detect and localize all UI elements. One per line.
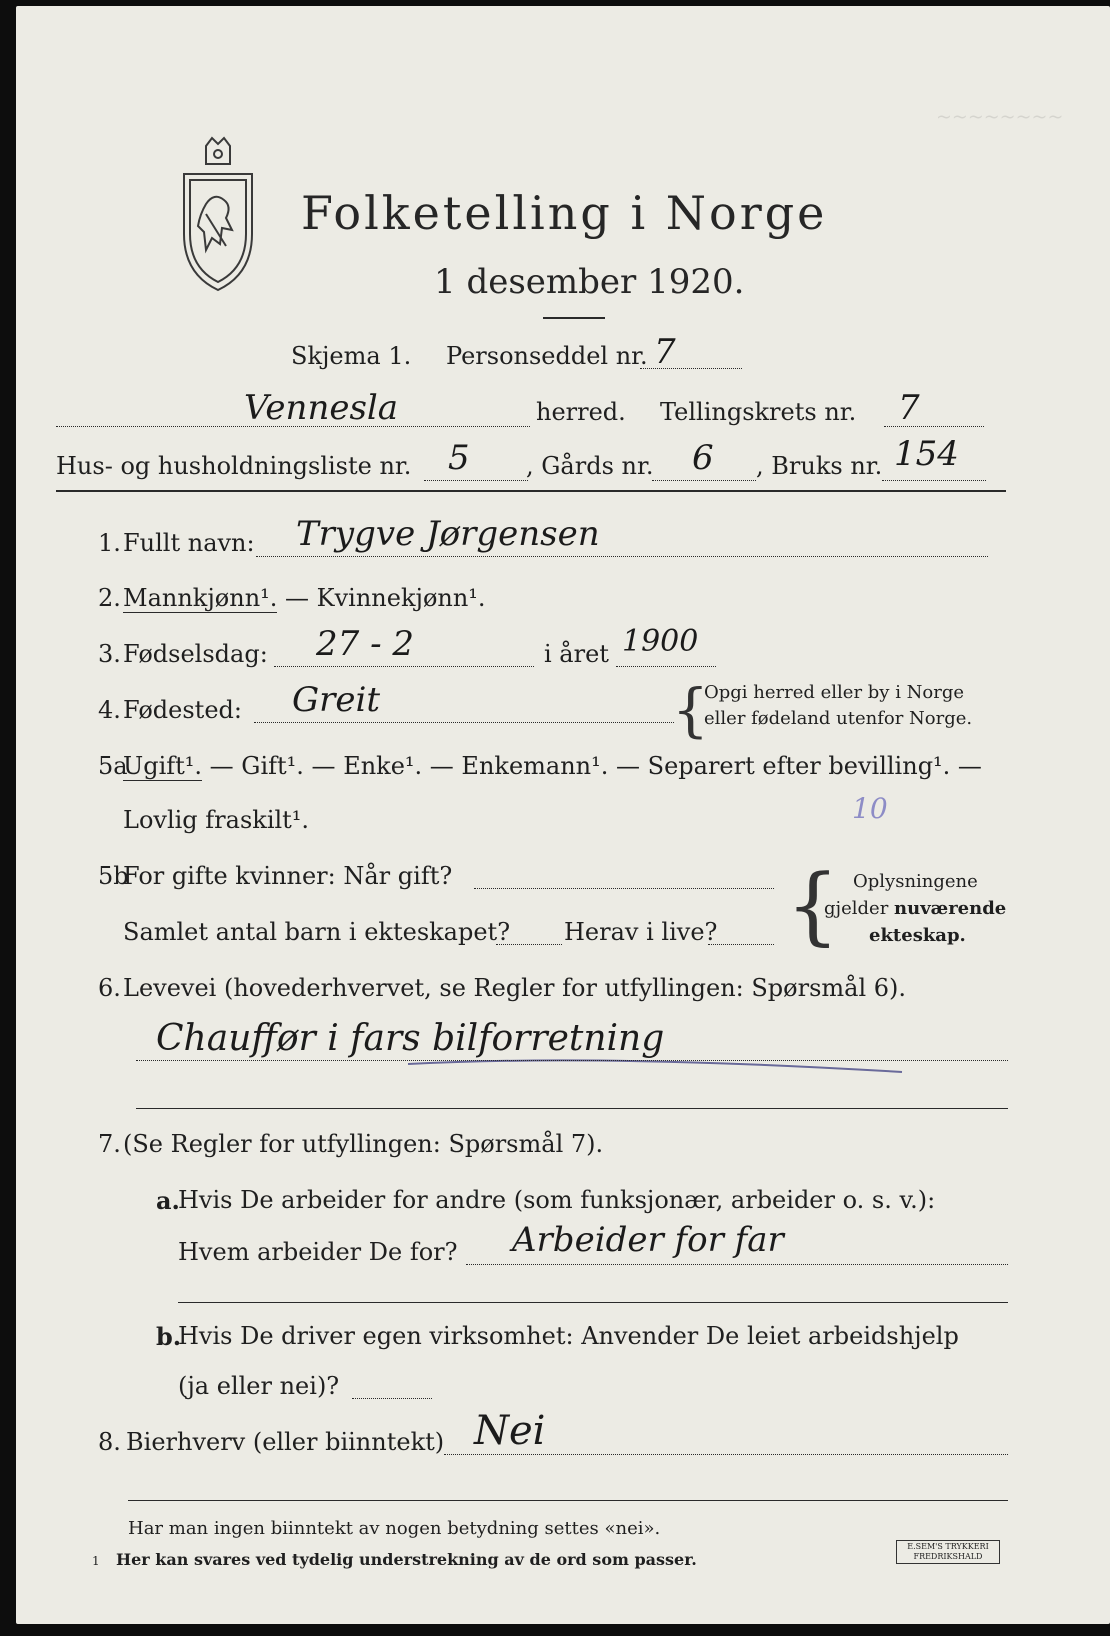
q4-value: Greit [292, 680, 381, 720]
gards-label: , Gårds nr. [526, 452, 654, 480]
gards-value: 6 [692, 438, 714, 478]
form-title: Folketelling i Norge [301, 186, 828, 240]
personseddel-value: 7 [654, 332, 676, 372]
q3-year-line [616, 666, 716, 667]
coat-of-arms-icon [176, 134, 260, 294]
bleed-through: ~~~~~~~~ [936, 106, 1064, 128]
q5b-alive-field [708, 944, 774, 945]
q2-kvinne-option: Kvinnekjønn¹. [316, 584, 486, 612]
q7b-line2: (ja eller nei)? [178, 1372, 340, 1400]
q3-day-value: 27 - 2 [316, 624, 414, 664]
q5a-number: 5a [98, 752, 128, 780]
q5b-children-field [496, 944, 562, 945]
q7-number: 7. [98, 1130, 121, 1158]
q6-value: Chauffør i fars bilforretning [156, 1018, 665, 1059]
q5b-brace: { [786, 856, 840, 954]
q7a-line2: Hvem arbeider De for? [178, 1238, 458, 1266]
husliste-value: 5 [448, 438, 470, 478]
q5a-ugift-option: Ugift¹. [123, 752, 203, 780]
q6-line1 [136, 1060, 1008, 1061]
q7a-line1: Hvis De arbeider for andre (som funksjonær, arbeider o. s. v.): [178, 1186, 936, 1214]
q8-label: Bierhverv (eller biinntekt) [126, 1428, 445, 1456]
q4-number: 4. [98, 696, 121, 724]
q1-number: 1. [98, 529, 121, 557]
q8-line-field [444, 1454, 1008, 1455]
q2-separator: — [277, 584, 317, 612]
q6-underline-stroke [406, 1046, 906, 1076]
footnote-mark: 1 [92, 1554, 100, 1568]
q5b-note-line1: Oplysningene [853, 871, 978, 892]
pencil-mark: 10 [852, 792, 888, 825]
q8-value: Nei [474, 1408, 546, 1454]
q4-brace: { [672, 676, 709, 744]
q4-label: Fødested: [123, 696, 242, 724]
bruks-line [882, 480, 986, 481]
q3-day-line [274, 666, 534, 667]
gards-line [652, 480, 756, 481]
q7-label: (Se Regler for utfyllingen: Spørsmål 7). [123, 1130, 604, 1158]
q7a-letter: a. [156, 1186, 180, 1215]
q5b-note-line2b: nuværende [894, 898, 1007, 919]
q7a-value: Arbeider for far [512, 1220, 784, 1260]
q5b-line1: For gifte kvinner: Når gift? [123, 862, 453, 890]
q4-note-line2: eller fødeland utenfor Norge. [704, 708, 973, 729]
q4-note-line1: Opgi herred eller by i Norge [704, 682, 965, 703]
q5b-note-line3: ekteskap. [869, 925, 966, 946]
q7b-letter: b. [156, 1322, 182, 1351]
q2-number: 2. [98, 584, 121, 612]
title-divider [543, 317, 605, 319]
tellingskrets-value: 7 [898, 388, 920, 428]
footer-note: Har man ingen biinntekt av nogen betydning settes «nei». [128, 1518, 661, 1539]
q5b-line2a: Samlet antal barn i ekteskapet? [123, 918, 511, 946]
q3-number: 3. [98, 640, 121, 668]
q1-value: Trygve Jørgensen [296, 514, 600, 554]
census-date: 1 desember 1920. [434, 262, 745, 302]
header-rule [56, 490, 1006, 492]
bruks-value: 154 [894, 434, 959, 474]
tellingskrets-label: Tellingskrets nr. [660, 398, 857, 426]
husliste-label: Hus- og husholdningsliste nr. [56, 452, 412, 480]
q7a-line-field2 [178, 1302, 1008, 1303]
q7b-line1: Hvis De driver egen virksomhet: Anvender De leiet arbeidshjelp [178, 1322, 959, 1350]
q4-line [254, 722, 674, 723]
q2-mann-option: Mannkjønn¹. [123, 584, 278, 612]
q1-line [256, 556, 988, 557]
q2-options [123, 584, 486, 612]
q7a-line-field [466, 1264, 1008, 1265]
q8-line-field2 [128, 1500, 1008, 1501]
husliste-line [424, 480, 528, 481]
q7b-field [352, 1398, 432, 1399]
q6-number: 6. [98, 974, 121, 1002]
q5b-line2b: Herav i live? [564, 918, 718, 946]
q3-year-label: i året [544, 640, 609, 668]
printer-stamp: E.SEM'S TRYKKERI FREDRIKSHALD [896, 1540, 1000, 1564]
herred-label: herred. [536, 398, 626, 426]
bruks-label: , Bruks nr. [756, 452, 883, 480]
q5b-note-line2a: gjelder [824, 898, 895, 919]
personseddel-label: Personseddel nr. [446, 342, 648, 370]
q5b-line1-field [474, 888, 774, 889]
q6-line2 [136, 1108, 1008, 1109]
q5a-line2: Lovlig fraskilt¹. [123, 806, 310, 834]
skjema-label: Skjema 1. [291, 342, 412, 370]
q1-label: Fullt navn: [123, 529, 255, 557]
q5b-note-line2 [824, 898, 1006, 919]
q5a-options [123, 752, 982, 780]
q5a-other-options: — Gift¹. — Enke¹. — Enkemann¹. — Separert efter bevilling¹. — [202, 752, 982, 780]
q3-label: Fødselsdag: [123, 640, 268, 668]
q6-label: Levevei (hovederhvervet, se Regler for utfyllingen: Spørsmål 6). [123, 974, 907, 1002]
q5b-number: 5b [98, 862, 129, 890]
census-form-page [16, 6, 1110, 1624]
q3-year-value: 1900 [622, 624, 699, 659]
q8-number: 8. [98, 1428, 121, 1456]
footnote-text: Her kan svares ved tydelig understrekning av de ord som passer. [116, 1550, 697, 1569]
herred-value: Vennesla [244, 388, 399, 428]
